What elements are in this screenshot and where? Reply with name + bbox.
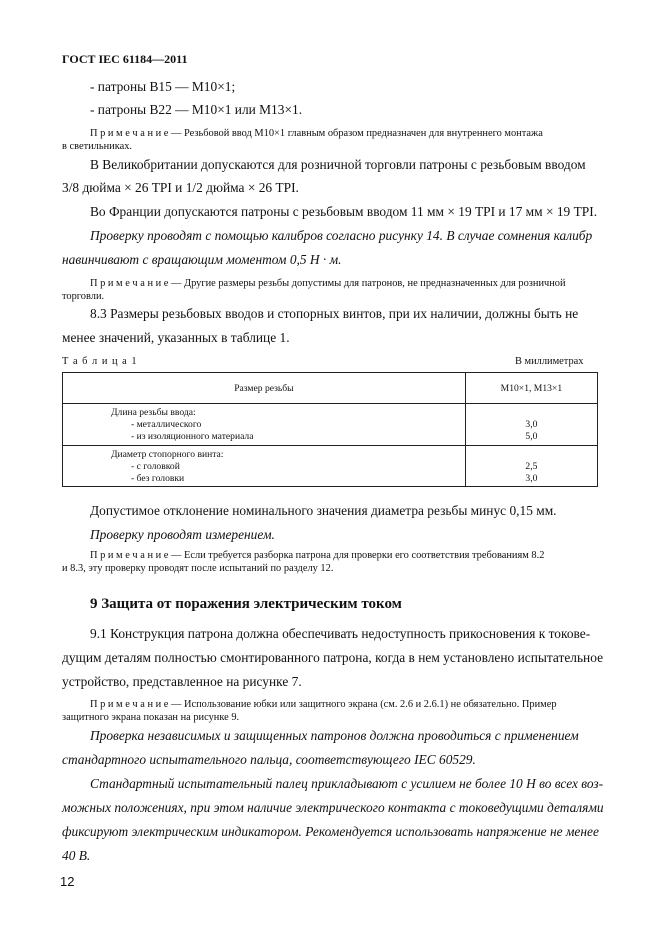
table-units: В миллиметрах: [515, 356, 584, 367]
note-line: торговли.: [62, 291, 105, 302]
paragraph-line: Допустимое отклонение номинального значения диаметра резьбы минус 0,15 мм.: [90, 503, 557, 518]
paragraph-line: 40 В.: [62, 848, 91, 863]
paragraph-line: Во Франции допускаются патроны с резьбовым вводом 11 мм × 19 TPI и 17 мм × 19 TPI.: [90, 204, 598, 219]
data-table: [62, 372, 598, 487]
paragraph-line: можных положениях, при этом наличие электрического контакта с токоведущими деталями: [62, 800, 604, 815]
note-label: П р и м е ч а н и е: [90, 128, 169, 139]
table-cell: [465, 446, 597, 487]
row-title: Диаметр стопорного винта:: [111, 449, 224, 460]
paragraph-line: фиксируют электрическим индикатором. Рекомендуется использовать напряжение не менее: [62, 824, 599, 839]
note-text: — Использование юбки или защитного экрана (см. 2.6 и 2.6.1) не обязательно. Пример: [168, 699, 557, 710]
paragraph-line: менее значений, указанных в таблице 1.: [62, 330, 290, 345]
paragraph-line: Проверка независимых и защищенных патронов должна проводиться с применением: [90, 728, 579, 743]
table-row: [63, 446, 598, 487]
table-header-cell: Размер резьбы: [63, 373, 466, 404]
table-cell: [465, 404, 597, 446]
note-line: и 8.3, эту проверку проводят после испытаний по разделу 12.: [62, 563, 334, 574]
paragraph-line: Проверку проводят с помощью калибров согласно рисунку 14. В случае сомнения калибр: [90, 228, 593, 243]
row-value: 5,0: [525, 431, 538, 442]
document-header: ГОСТ IEC 61184—2011: [62, 52, 188, 66]
paragraph-line: В Великобритании допускаются для розничной торговли патроны с резьбовым вводом: [90, 157, 586, 172]
note-label: П р и м е ч а н и е: [90, 278, 169, 289]
note-line: [90, 128, 543, 139]
list-item: - патроны В15 — М10×1;: [90, 79, 236, 94]
table-cell: [63, 446, 466, 487]
section-title: 9 Защита от поражения электрическим током: [90, 596, 402, 612]
note-line: защитного экрана показан на рисунке 9.: [62, 712, 240, 723]
page-number: 12: [60, 874, 75, 889]
row-title: Длина резьбы ввода:: [111, 407, 196, 418]
paragraph-line: навинчивают с вращающим моментом 0,5 Н · м.: [62, 252, 342, 267]
note-text: — Другие размеры резьбы допустимы для патронов, не предназначенных для розничной: [168, 278, 566, 289]
paragraph-line: 3/8 дюйма × 26 TPI и 1/2 дюйма × 26 TPI.: [62, 180, 299, 195]
paragraph-line: стандартного испытательного пальца, соответствующего IEC 60529.: [62, 752, 476, 767]
paragraph-line: дущим деталям полностью смонтированного патрона, когда в нем установлено испытательное: [62, 650, 604, 665]
table-row: [63, 404, 598, 446]
note-line: в светильниках.: [62, 141, 133, 152]
row-item: - с головкой: [131, 461, 180, 472]
table-cell: [63, 404, 466, 446]
note-line: [90, 278, 566, 289]
row-value: 3,0: [525, 473, 538, 484]
note-line: [90, 550, 544, 561]
table-header-row: [63, 373, 598, 404]
row-value: 3,0: [525, 419, 538, 430]
note-label: П р и м е ч а н и е: [90, 699, 169, 710]
table-header-cell: М10×1, М13×1: [465, 373, 597, 404]
note-line: [90, 699, 557, 710]
row-item: - из изоляционного материала: [131, 431, 254, 442]
list-item: - патроны В22 — М10×1 или М13×1.: [90, 102, 303, 117]
paragraph-line: 8.3 Размеры резьбовых вводов и стопорных винтов, при их наличии, должны быть не: [90, 306, 579, 321]
row-item: - без головки: [131, 473, 185, 484]
paragraph-line: устройство, представленное на рисунке 7.: [62, 674, 302, 689]
note-text: — Резьбовой ввод М10×1 главным образом предназначен для внутреннего монтажа: [168, 128, 543, 139]
paragraph-line: Стандартный испытательный палец прикладывают с усилием не более 10 Н во всех воз-: [90, 776, 604, 791]
row-value: 2,5: [525, 461, 538, 472]
paragraph-line: Проверку проводят измерением.: [90, 527, 275, 542]
note-text: — Если требуется разборка патрона для проверки его соответствия требованиям 8.2: [168, 550, 545, 561]
note-label: П р и м е ч а н и е: [90, 550, 169, 561]
row-item: - металлического: [131, 419, 202, 430]
paragraph-line: 9.1 Конструкция патрона должна обеспечивать недоступность прикосновения к токове-: [90, 626, 591, 641]
table-caption: Т а б л и ц а 1: [62, 356, 138, 367]
